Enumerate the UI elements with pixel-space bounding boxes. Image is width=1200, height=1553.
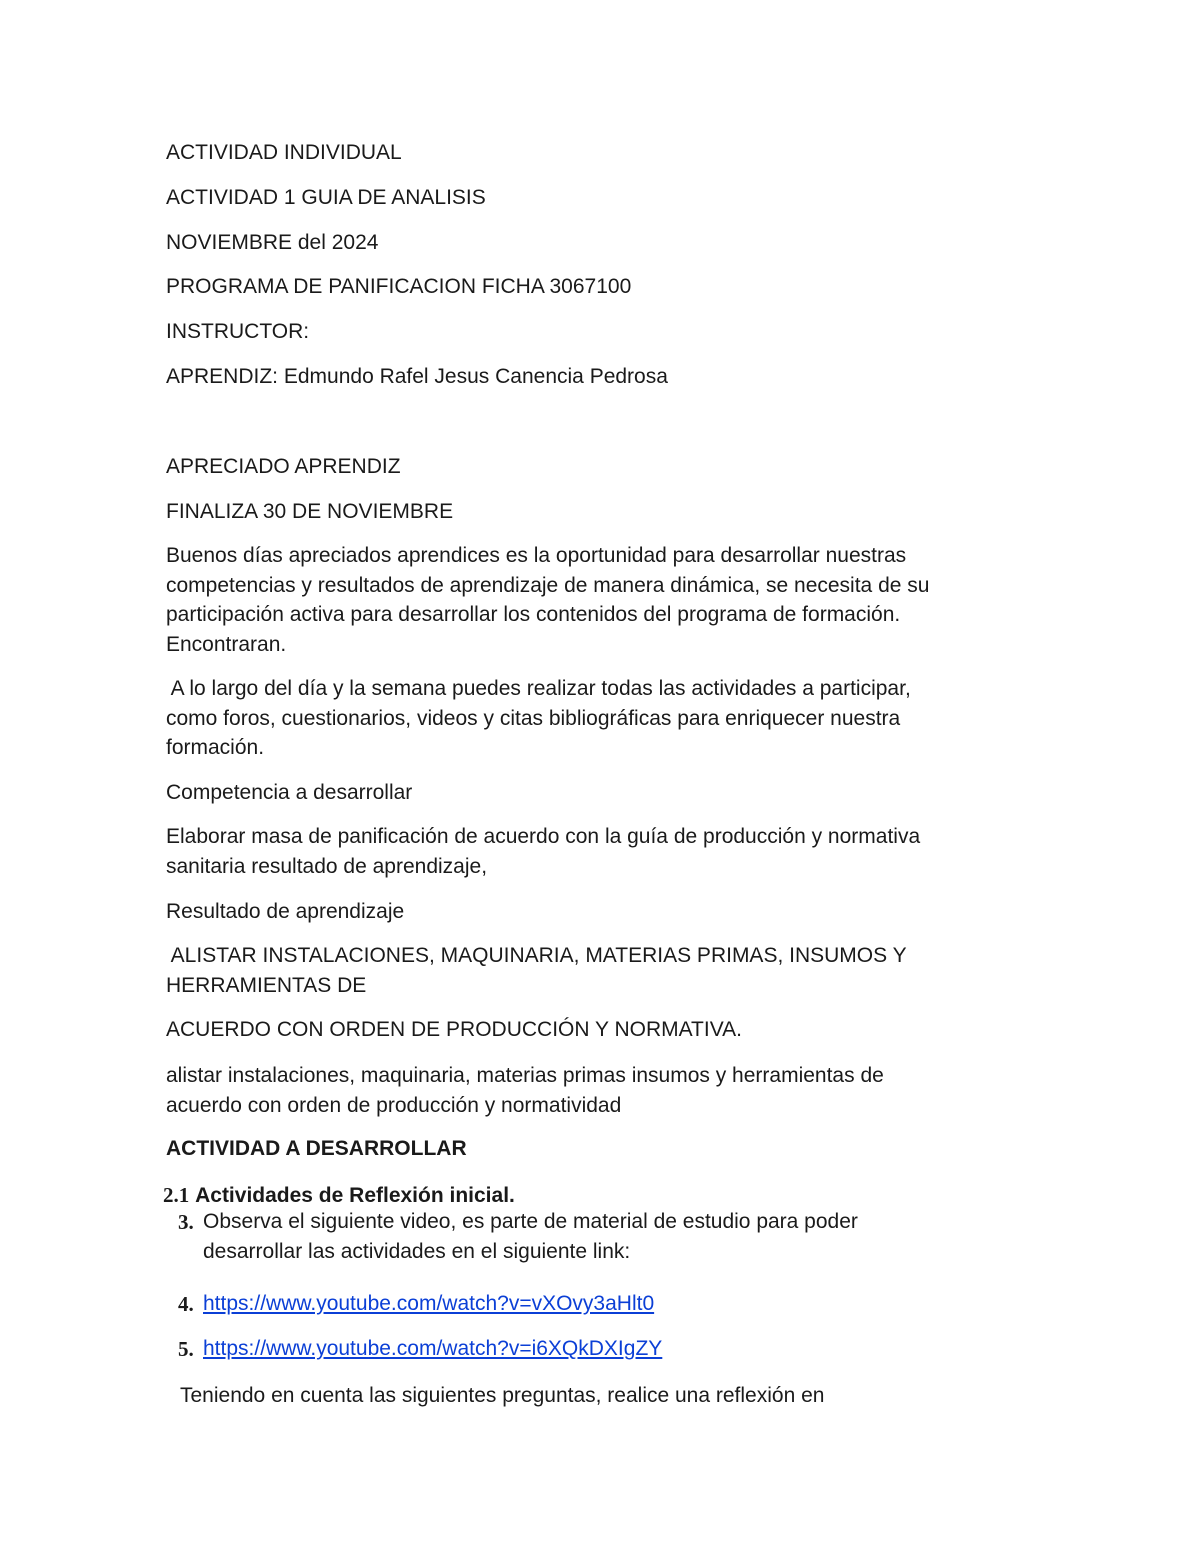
list-number: 3. xyxy=(178,1210,194,1234)
greeting-title: APRECIADO APRENDIZ xyxy=(166,455,401,478)
daily-line: formación. xyxy=(166,736,265,759)
subheading-number: 2.1 xyxy=(163,1183,190,1207)
intro-paragraph xyxy=(166,541,1046,659)
header-activity-title: ACTIVIDAD 1 GUIA DE ANALISIS xyxy=(166,186,486,209)
competence-line: sanitaria resultado de aprendizaje, xyxy=(166,854,488,878)
list-item-line: Observa el siguiente video, es parte de material de estudio para poder xyxy=(203,1210,858,1233)
header-instructor: INSTRUCTOR: xyxy=(166,320,310,343)
list-item-video-instruction xyxy=(203,1207,983,1267)
intro-line: participación activa para desarrollar los contenidos del programa de formación. xyxy=(166,603,901,626)
daily-paragraph xyxy=(166,674,1046,763)
header-date: NOVIEMBRE del 2024 xyxy=(166,231,379,254)
header-program: PROGRAMA DE PANIFICACION FICHA 3067100 xyxy=(166,275,632,298)
intro-line: Encontraran. xyxy=(166,632,287,656)
result-upper-line: ALISTAR INSTALACIONES, MAQUINARIA, MATERIAS PRIMAS, INSUMOS Y xyxy=(166,944,907,967)
competence-label: Competencia a desarrollar xyxy=(166,781,413,804)
result-upper-paragraph xyxy=(166,941,1046,1000)
competence-paragraph xyxy=(166,822,1046,881)
result-upper-line: HERRAMIENTAS DE xyxy=(166,973,367,997)
activity-heading: ACTIVIDAD A DESARROLLAR xyxy=(166,1137,467,1160)
intro-line: competencias y resultados de aprendizaje de manera dinámica, se necesita de su xyxy=(166,573,930,597)
subheading-title: Actividades de Reflexión inicial. xyxy=(195,1184,515,1207)
result-label: Resultado de aprendizaje xyxy=(166,900,405,923)
video-link-1[interactable]: https://www.youtube.com/watch?v=vXOvy3aHlt0 xyxy=(203,1292,655,1315)
daily-line: como foros, cuestionarios, videos y citas bibliográficas para enriquecer nuestra xyxy=(166,706,901,730)
header-apprentice: APRENDIZ: Edmundo Rafel Jesus Canencia Pedrosa xyxy=(166,365,668,388)
competence-line: Elaborar masa de panificación de acuerdo con la guía de producción y normativa xyxy=(166,825,921,848)
result-lower-line: alistar instalaciones, maquinaria, materias primas insumos y herramientas de xyxy=(166,1064,884,1087)
list-number: 5. xyxy=(178,1337,194,1361)
daily-line: A lo largo del día y la semana puedes realizar todas las actividades a participar, xyxy=(166,677,911,700)
result-upper-continuation: ACUERDO CON ORDEN DE PRODUCCIÓN Y NORMATIVA. xyxy=(166,1018,743,1041)
result-lower-line: acuerdo con orden de producción y normatividad xyxy=(166,1093,622,1117)
result-lower-paragraph xyxy=(166,1061,1046,1120)
closing-text: Teniendo en cuenta las siguientes preguntas, realice una reflexión en xyxy=(180,1384,825,1407)
list-number: 4. xyxy=(178,1292,194,1316)
list-item-line: desarrollar las actividades en el siguiente link: xyxy=(203,1240,631,1263)
header-activity-type: ACTIVIDAD INDIVIDUAL xyxy=(166,141,402,164)
deadline-text: FINALIZA 30 DE NOVIEMBRE xyxy=(166,500,454,523)
intro-line: Buenos días apreciados aprendices es la oportunidad para desarrollar nuestras xyxy=(166,544,907,567)
video-link-2[interactable]: https://www.youtube.com/watch?v=i6XQkDXIgZY xyxy=(203,1337,663,1360)
